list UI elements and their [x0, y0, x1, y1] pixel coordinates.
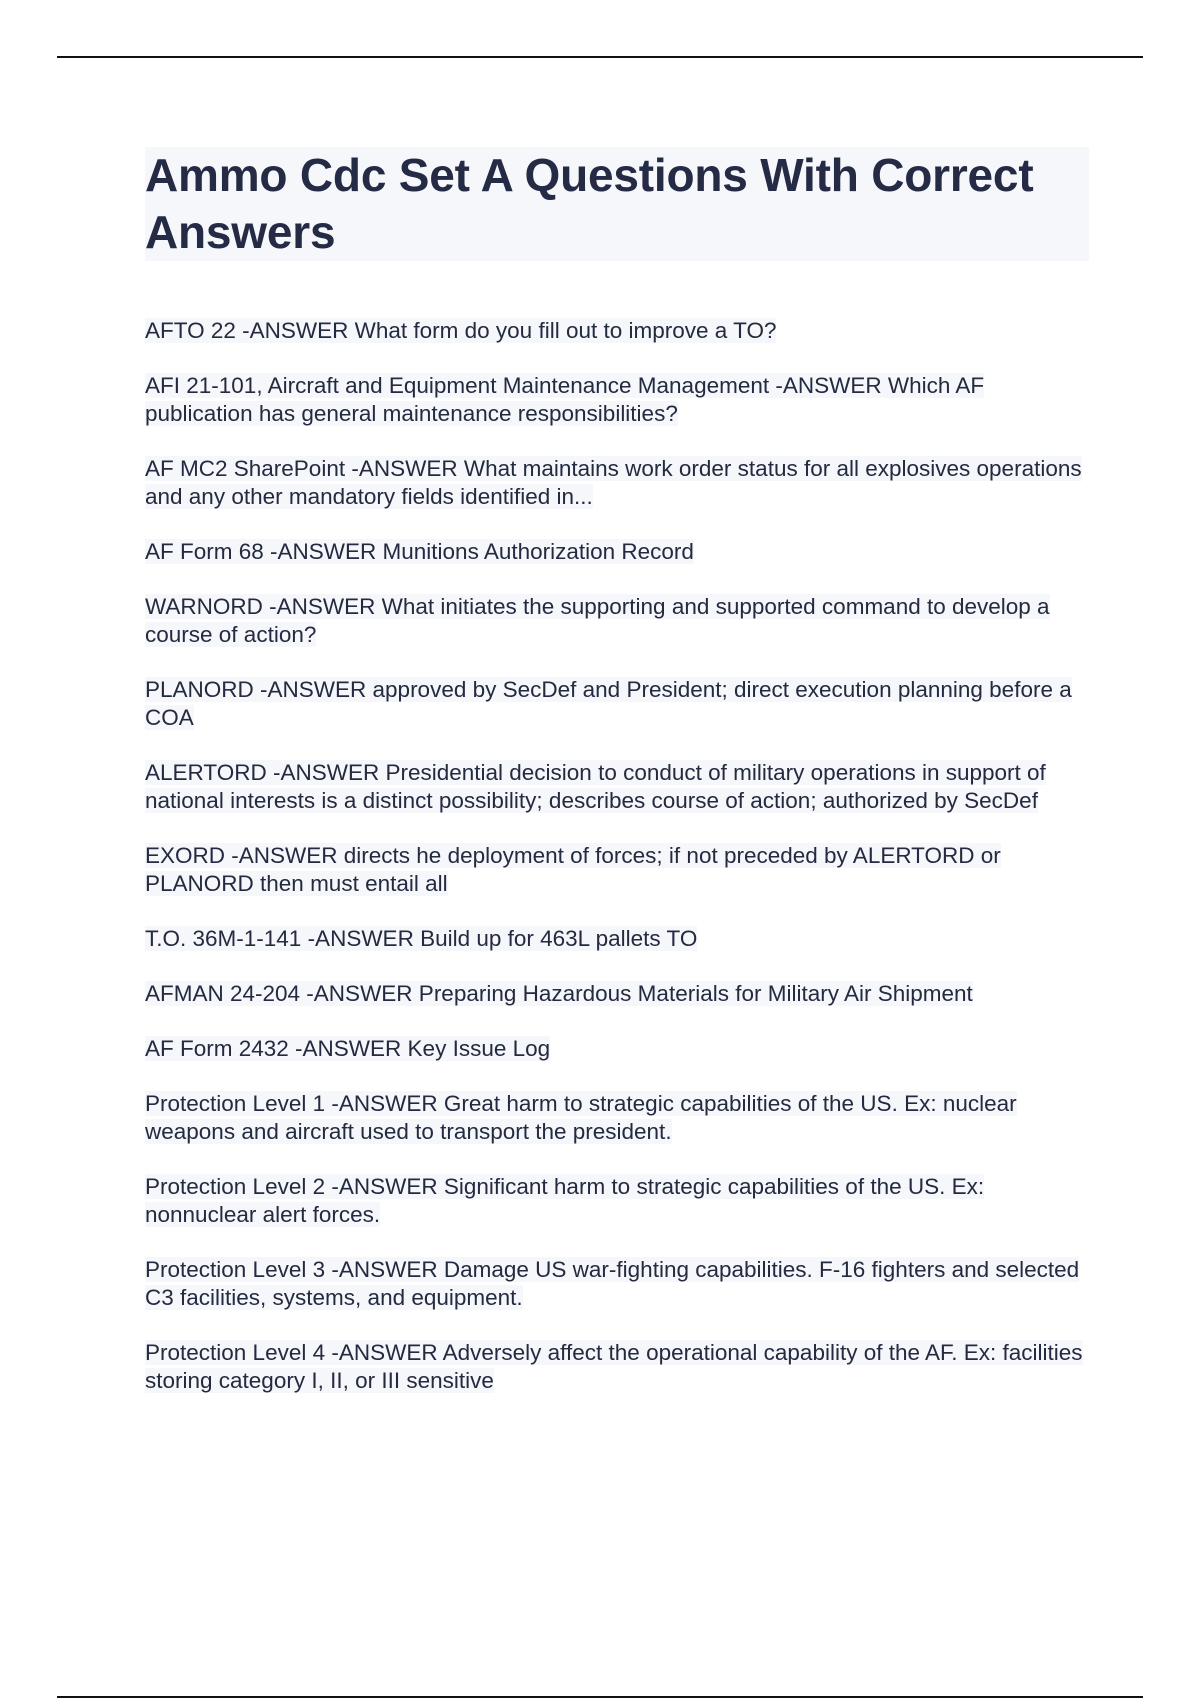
top-divider	[57, 56, 1143, 58]
qa-entry-text: T.O. 36M-1-141 -ANSWER Build up for 463L pallets TO	[145, 926, 698, 951]
document-body	[145, 147, 1089, 1422]
qa-entry-text: ALERTORD -ANSWER Presidential decision to conduct of military operations in support of national interests is a distinct possibility; describes course of action; authorized by SecDef	[145, 760, 1046, 813]
qa-entry	[145, 925, 1089, 953]
qa-entry	[145, 759, 1089, 815]
qa-entry-text: Protection Level 1 -ANSWER Great harm to strategic capabilities of the US. Ex: nuclear weapons and aircraft used to transport the president.	[145, 1091, 1017, 1144]
qa-entry	[145, 842, 1089, 898]
qa-entry-text: AFI 21-101, Aircraft and Equipment Maintenance Management -ANSWER Which AF publication has general maintenance responsibilities?	[145, 373, 985, 426]
qa-entry-text: EXORD -ANSWER directs he deployment of forces; if not preceded by ALERTORD or PLANORD then must entail all	[145, 843, 1001, 896]
qa-entry-text: Protection Level 2 -ANSWER Significant harm to strategic capabilities of the US. Ex: nonnuclear alert forces.	[145, 1174, 985, 1227]
qa-entry	[145, 1256, 1089, 1312]
qa-entry-text: PLANORD -ANSWER approved by SecDef and President; direct execution planning before a COA	[145, 677, 1072, 730]
qa-entry-text: Protection Level 3 -ANSWER Damage US war-fighting capabilities. F-16 fighters and selected C3 facilities, systems, and equipment.	[145, 1257, 1080, 1310]
qa-entry	[145, 372, 1089, 428]
qa-entry-text: AF Form 68 -ANSWER Munitions Authorization Record	[145, 539, 694, 564]
qa-entry	[145, 538, 1089, 566]
qa-entry-text: AFMAN 24-204 -ANSWER Preparing Hazardous Materials for Military Air Shipment	[145, 981, 973, 1006]
qa-entry	[145, 980, 1089, 1008]
qa-entry-text: WARNORD -ANSWER What initiates the supporting and supported command to develop a course of action?	[145, 594, 1050, 647]
qa-entry	[145, 593, 1089, 649]
qa-entry	[145, 455, 1089, 511]
bottom-divider	[57, 1696, 1143, 1698]
qa-entry	[145, 1339, 1089, 1395]
qa-entry-text: AFTO 22 -ANSWER What form do you fill out to improve a TO?	[145, 318, 777, 343]
qa-entry	[145, 1035, 1089, 1063]
page-title: Ammo Cdc Set A Questions With Correct Answers	[145, 149, 1034, 258]
qa-list	[145, 317, 1089, 1395]
qa-entry-text: AF MC2 SharePoint -ANSWER What maintains work order status for all explosives operations and any other mandatory fields identified in...	[145, 456, 1082, 509]
title-block	[145, 147, 1089, 261]
qa-entry-text: AF Form 2432 -ANSWER Key Issue Log	[145, 1036, 551, 1061]
qa-entry	[145, 676, 1089, 732]
qa-entry	[145, 317, 1089, 345]
qa-entry-text: Protection Level 4 -ANSWER Adversely affect the operational capability of the AF. Ex: facilities storing category I, II, or III sensitive	[145, 1340, 1083, 1393]
qa-entry	[145, 1090, 1089, 1146]
qa-entry	[145, 1173, 1089, 1229]
